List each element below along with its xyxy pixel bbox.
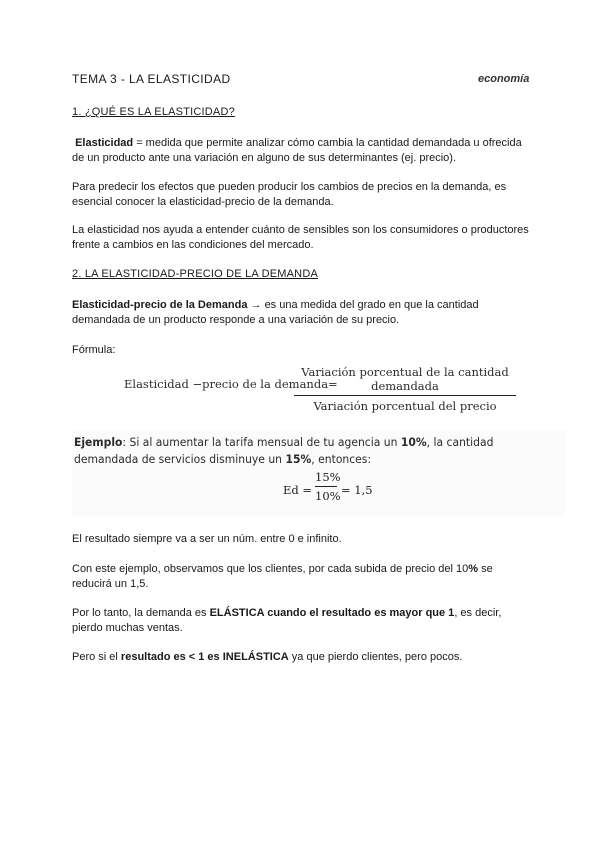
example-text-part: , la cantidad demandada de servicios disminuye un	[74, 435, 494, 466]
paragraph-predict: Para predecir los efectos que pueden producir los cambios de precios en la demanda, es esencial conocer la elasticidad-precio de la demanda.	[72, 181, 507, 208]
elastic-emphasis: ELÁSTICA cuando el resultado es mayor que 1	[209, 607, 455, 619]
example-text-part: : Si al aumentar la tarifa mensual de tu agencia un	[122, 435, 401, 449]
price-elasticity-text: → es una medida del grado en que la cantidad demandada de un producto responde a una variación de su precio.	[72, 299, 479, 326]
example-quantity-change: 15%	[285, 452, 312, 466]
equation-fraction	[315, 470, 341, 503]
equation-denominator: 10%	[315, 489, 341, 503]
document-title: TEMA 3 - LA ELASTICIDAD	[72, 72, 231, 86]
formula-numerator: Variación porcentual de la cantidad demandada	[301, 365, 509, 393]
example-price-change: 10%	[400, 435, 427, 449]
inelastic-text: Pero si el	[72, 651, 121, 663]
price-elasticity-definition	[72, 298, 532, 328]
formula-lhs: Elasticidad −precio de la demanda=	[124, 377, 338, 391]
example-text-part: , entonces:	[311, 452, 372, 466]
formula-denominator: Variación porcentual del precio	[313, 399, 497, 413]
section-2-heading: 2. LA ELASTICIDAD-PRECIO DE LA DEMANDA	[72, 268, 319, 280]
interpretation-percent: %	[468, 563, 479, 575]
definition-paragraph	[72, 136, 532, 166]
equation-numerator: 15%	[315, 470, 341, 484]
inelastic-emphasis: resultado es < 1 es INELÁSTICA	[120, 651, 289, 663]
elastic-text: Por lo tanto, la demanda es	[72, 607, 210, 619]
inelastic-paragraph	[72, 650, 532, 665]
definition-term: Elasticidad	[75, 137, 134, 149]
interpretation-text: se reducirá un 1,5.	[72, 563, 493, 590]
section-1-heading: 1. ¿QUÉ ES LA ELASTICIDAD?	[72, 106, 235, 118]
example-label: Ejemplo	[74, 435, 123, 449]
result-range-note: El resultado siempre va a ser un núm. entre 0 e infinito.	[72, 533, 342, 545]
example-text	[74, 434, 530, 468]
subject-label: economía	[478, 73, 530, 85]
elastic-text: , es decir, pierdo muchas ventas.	[72, 607, 502, 634]
example-box	[72, 430, 566, 516]
price-elasticity-term: Elasticidad-precio de la Demanda	[72, 299, 248, 311]
inelastic-text: ya que pierdo clientes, pero pocos.	[288, 651, 463, 663]
paragraph-sensitivity: La elasticidad nos ayuda a entender cuánto de sensibles son los consumidores o productores frente a cambios en las condiciones del mercado.	[72, 224, 529, 251]
equation-lhs: Ed =	[283, 483, 313, 497]
equation-result: = 1,5	[341, 483, 373, 497]
example-interpretation	[72, 562, 532, 592]
interpretation-text: Con este ejemplo, observamos que los clientes, por cada subida de precio del 10	[72, 563, 469, 575]
elasticity-formula	[74, 363, 566, 413]
formula-label: Fórmula:	[72, 344, 116, 356]
definition-text: = medida que permite analizar cómo cambia la cantidad demandada u ofrecida de un producto ante una variación en alguno de sus determinantes (ej. precio).	[72, 137, 522, 164]
elastic-paragraph	[72, 606, 532, 636]
formula-fraction	[292, 365, 518, 413]
